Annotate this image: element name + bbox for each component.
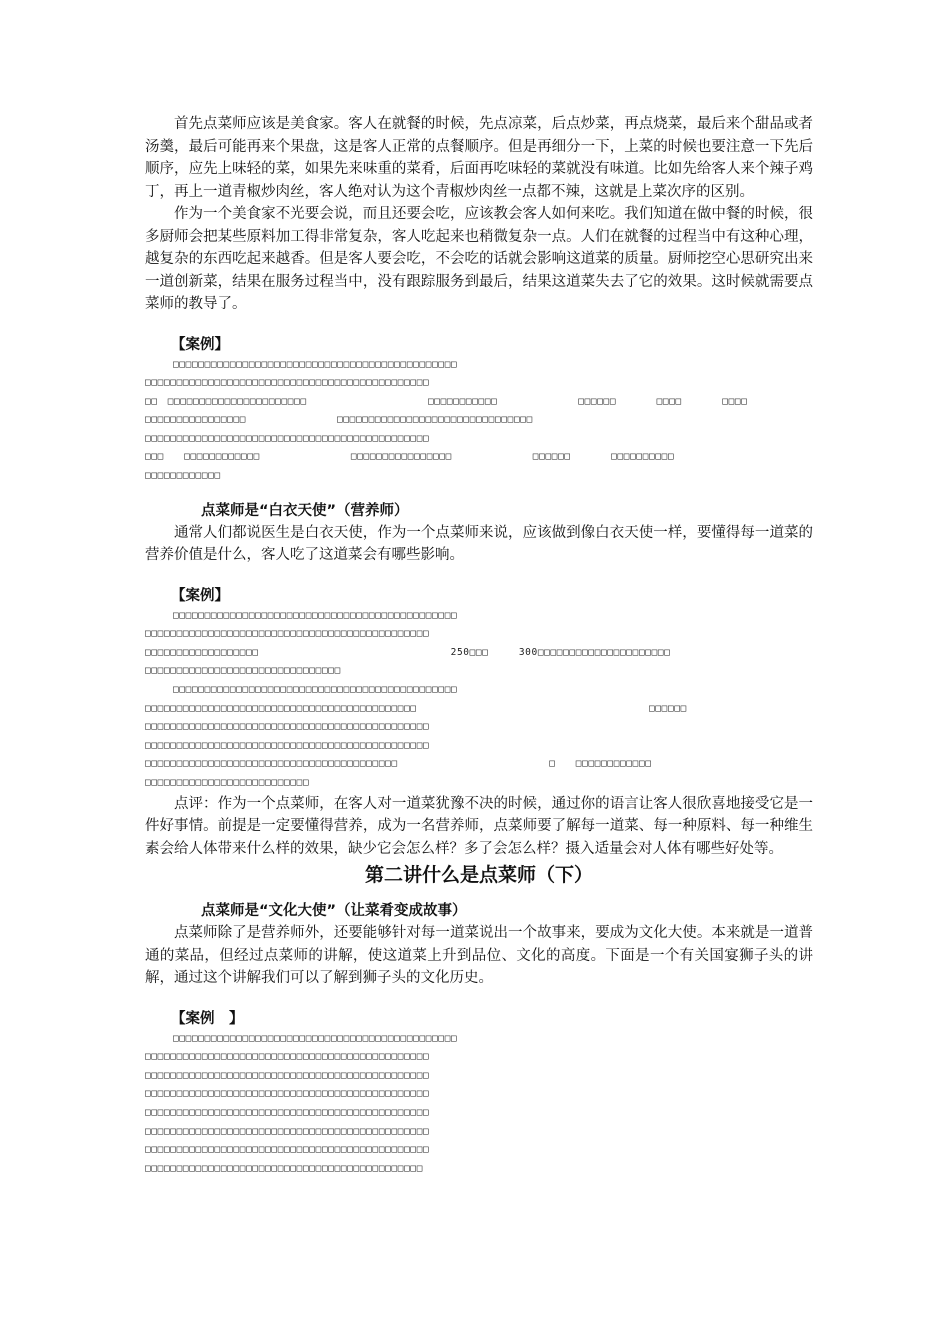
section-heading-culture-ambassador: 点菜师是“文化大使”（让菜肴变成故事） [201, 903, 467, 920]
garbled-line: □□□□□□□□□□□□ [145, 470, 221, 482]
case-block-1 [145, 356, 813, 486]
paragraph-comment: 点评：作为一个点菜师，在客人对一道菜犹豫不决的时候，通过你的语言让客人很欣喜地接受它是一件好事情。前提是一定要懂得营养，成为一名营养师，点菜师要了解每一道菜、每一种原料、每一种维生素会给人体带来什么样的效果，缺少它会怎么样？多了会怎么样？摄入适量会对人体有哪些好处等。 [145, 795, 813, 857]
paragraph-white-angel: 通常人们都说医生是白衣天使，作为一个点菜师来说，应该做到像白衣天使一样，要懂得每一道菜的营养价值是什么，客人吃了这道菜会有哪些影响。 [145, 524, 813, 564]
garbled-line: □□□□□□□□□□□□□□□□□□□□□□□□□□□□□□□□□□□□□□□□□□□□□ [145, 377, 430, 389]
garbled-line: □□□□□□□□□□□□□□□□□□□□□□□□□□□□□□□□□□□□□□□□□□□□□ [173, 1032, 458, 1044]
garbled-line: □□□□□□□□□□□□□□□□□□□□□□□□□□□□□□□□□□□□□□□□□□□□□ [145, 1106, 430, 1118]
document-page [145, 113, 813, 1178]
garbled-line: □□□□□□□□□□□□□□□□□□□□□□□□□□□□□□□□□□□□□□□□ □ □□□□□□□□□□□□ [145, 758, 652, 770]
garbled-line: □□□□□□□□□□□□□□□□□□□□□□□□□□□□□□□ [145, 665, 341, 677]
garbled-line: □□□□□□□□□□□□□□□□□□□□□□□□□□ [145, 777, 310, 788]
garbled-line: □□□□□□□□□□□□□□□□□□ 250□□□ 300□□□□□□□□□□□□□□□□□□□□□ [145, 646, 671, 658]
garbled-line: □□□□□□□□□□□□□□□□□□□□□□□□□□□□□□□□□□□□□□□□□□□ □□□□□□ [145, 702, 687, 714]
case-block-3 [145, 1030, 813, 1179]
garbled-line: □□□□□□□□□□□□□□□□□□□□□□□□□□□□□□□□□□□□□□□□□□□□□ [145, 1088, 430, 1100]
garbled-line: □□□□□□□□□□□□□□□□□□□□□□□□□□□□□□□□□□□□□□□□□□□□ [145, 1162, 424, 1174]
case-label-2: 【案例】 [171, 587, 229, 604]
garbled-line: □□□□□□□□□□□□□□□□□□□□□□□□□□□□□□□□□□□□□□□□□□□□□ [145, 432, 430, 444]
lecture-title: 第二讲什么是点菜师（下） [364, 864, 593, 887]
garbled-line: □□□□□□□□□□□□□□□□□□□□□□□□□□□□□□□□□□□□□□□□□□□□□ [145, 1125, 430, 1137]
section-heading-white-angel: 点菜师是“白衣天使”（营养师） [201, 502, 409, 519]
paragraph-culture-ambassador: 点菜师除了是营养师外，还要能够针对每一道菜说出一个故事来，要成为文化大使。本来就是一道普通的菜品，但经过点菜师的讲解，使这道菜上升到品位、文化的高度。下面是一个有关国宴狮子头的讲解，通过这个讲解我们可以了解到狮子头的文化历史。 [145, 925, 813, 987]
case-block-2 [145, 607, 813, 793]
garbled-line: □□□□□□□□□□□□□□□□□□□□□□□□□□□□□□□□□□□□□□□□□□□□□ [145, 628, 430, 640]
garbled-line: □□□□□□□□□□□□□□□□□□□□□□□□□□□□□□□□□□□□□□□□□□□□□ [145, 1144, 430, 1156]
case-label-3: 【案例 】 [171, 1010, 244, 1027]
paragraph-gourmet-eat: 作为一个美食家不光要会说，而且还要会吃，应该教会客人如何来吃。我们知道在做中餐的时候，很多厨师会把某些原料加工得非常复杂，客人吃起来也稍微复杂一点。人们在就餐的过程当中有这种心理，越复杂的东西吃起来越香。但是客人要会吃，不会吃的话就会影响这道菜的质量。厨师挖空心思研究出来一道创新菜，结果在服务过程当中，没有跟踪服务到最后，结果这道菜失去了它的效果。这时候就需要点菜师的教导了。 [145, 206, 813, 312]
paragraph-gourmet-order: 首先点菜师应该是美食家。客人在就餐的时候，先点凉菜，后点炒菜，再点烧菜，最后来个甜品或者汤羹，最后可能再来个果盘，这是客人正常的点餐顺序。但是再细分一下，上菜的时候也要注意一下先后顺序，应先上味轻的菜，如果先来味重的菜肴，后面再吃味轻的菜就没有味道。比如先给客人来个辣子鸡丁，再上一道青椒炒肉丝，客人绝对认为这个青椒炒肉丝一点都不辣，这就是上菜次序的区别。 [145, 116, 813, 200]
case-label-1: 【案例】 [171, 336, 229, 353]
garbled-line: □□□ □□□□□□□□□□□□ □□□□□□□□□□□□□□□□ □□□□□□ □□□□□□□□□□ [145, 451, 675, 463]
garbled-line: □□ □□□□□□□□□□□□□□□□□□□□□□ □□□□□□□□□□□ □□□□□□ □□□□ □□□□ [145, 395, 748, 407]
garbled-line: □□□□□□□□□□□□□□□□□□□□□□□□□□□□□□□□□□□□□□□□□□□□□ [173, 609, 458, 621]
garbled-line: □□□□□□□□□□□□□□□□ □□□□□□□□□□□□□□□□□□□□□□□□□□□□□□□ [145, 414, 533, 426]
garbled-line: □□□□□□□□□□□□□□□□□□□□□□□□□□□□□□□□□□□□□□□□□□□□□ [173, 684, 458, 696]
garbled-line: □□□□□□□□□□□□□□□□□□□□□□□□□□□□□□□□□□□□□□□□□□□□□ [173, 358, 458, 370]
garbled-line: □□□□□□□□□□□□□□□□□□□□□□□□□□□□□□□□□□□□□□□□□□□□□ [145, 1051, 430, 1063]
garbled-line: □□□□□□□□□□□□□□□□□□□□□□□□□□□□□□□□□□□□□□□□□□□□□ [145, 721, 430, 733]
garbled-line: □□□□□□□□□□□□□□□□□□□□□□□□□□□□□□□□□□□□□□□□□□□□□ [145, 1069, 430, 1081]
garbled-line: □□□□□□□□□□□□□□□□□□□□□□□□□□□□□□□□□□□□□□□□□□□□□ [145, 739, 430, 751]
